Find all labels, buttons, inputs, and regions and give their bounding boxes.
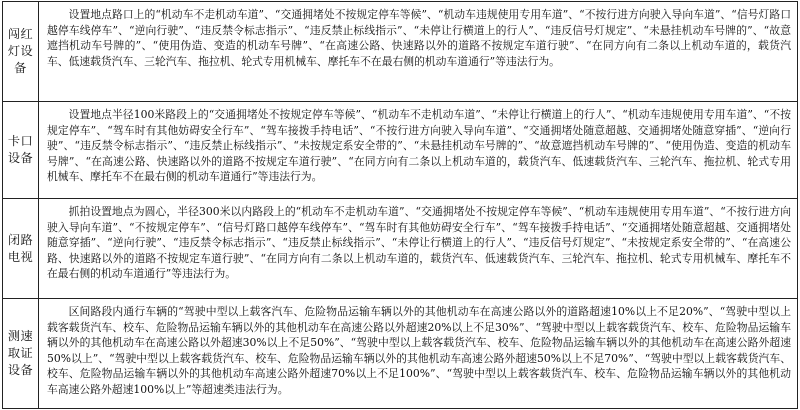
row-category: 卡口设备 xyxy=(3,102,39,198)
table-row-red-light-equipment xyxy=(3,2,797,102)
row-category: 测速取证设备 xyxy=(3,299,39,408)
table-row-cctv xyxy=(3,199,797,299)
table-row-checkpoint-equipment xyxy=(3,102,797,199)
row-description: 抓拍设置地点为圆心，半径300米以内路段上的“机动车不走机动车道”、“交通拥堵处不按规定停车等候”、“机动车违规使用专用车道”、“不按行进方向驶入导向车道”、“不按规定停车”、“信号灯路口越停车线停车”、“驾车时有其他妨碍安全行车”、“驾车接拨手持电话”、“交通拥堵处随意超越、交通拥堵处随意穿插”、“逆向行驶”、“违反禁令标志指示”、“违反禁止标线指示”、“未停让行横道上的行人”、“违反信号灯规定”、“未按规定系安全带的”、“在高速公路、快速路以外的道路不按规定车道行驶”、“在同方向有二条以上机动车道的，载货汽车、低速载货汽车、三轮汽车、拖拉机、轮式专用机械车、摩托车不在最右侧的机动车道通行”等违法行为。 xyxy=(47,205,791,280)
row-category: 闯红灯设备 xyxy=(3,2,39,101)
row-description: 区间路段内通行车辆的“驾驶中型以上载客汽车、危险物品运输车辆以外的其他机动车在高速公路以外的道路超速10%以上不足20%”、“驾驶中型以上载客载货汽车、校车、危险物品运输车辆以外的其他机动车在高速公路以外超速20%以上不足30%”、“驾驶中型以上载客载货汽车、校车、危险物品运输车辆以外的其他机动车在高速公路以外超速30%以上不足50%”、“驾驶中型以上载客载货汽车、校车、危险物品运输车辆以外的其他机动车在高速公路外超速50%以上”、“驾驶中型以上载客载货汽车、校车、危险物品运输车辆以外的其他机动车高速公路外超速50%以上不足70%”、“驾驶中型以上载客载货汽车、校车、危险物品运输车辆以外的其他机动车高速公路外超速70%以上不足100%”、“驾驶中型以上载客载货汽车、校车、危险物品运输车辆以外的其他机动车高速公路外超速100%以上”等超速类违法行为。 xyxy=(47,305,791,396)
row-category: 闭路电视 xyxy=(3,199,39,298)
row-description: 设置地点路口上的“机动车不走机动车道”、“交通拥堵处不按规定停车等候”、“机动车违规使用专用车道”、“不按行进方向驶入导向车道”、“信号灯路口越停车线停车”、“逆向行驶”、“违反禁令标志指示”、“违反禁止标线指示”、“未停让行横道上的行人”、“违反信号灯规定”、“未悬挂机动车号牌的”、“故意遮挡机动车号牌的”、“使用伪造、变造的机动车号牌”、“在高速公路、快速路以外的道路不按规定车道行驶”、“在同方向有二条以上机动车道的，载货汽车、低速载货汽车、三轮汽车、拖拉机、轮式专用机械车、摩托车不在最右侧的机动车道通行”等违法行为。 xyxy=(47,8,791,68)
row-description: 设置地点半径100米路段上的“交通拥堵处不按规定停车等候”、“机动车不走机动车道”、“未停让行横道上的行人”、“机动车违规使用专用车道”、“不按规定停车”、“驾车时有其他妨碍安全行车”、“驾车接拨手持电话”、“不按行进方向驶入导向车道”、“交通拥堵处随意超越、交通拥堵处随意穿插”、“逆向行驶”、“违反禁令标志指示”、“违反禁止标线指示”、“未按规定系安全带的”、“未悬挂机动车号牌的”、“故意遮挡机动车号牌的”、“使用伪造、变造的机动车号牌”、“在高速公路、快速路以外的道路不按规定车道行驶”、“在同方向有二条以上机动车道的，载货汽车、低速载货汽车、三轮汽车、拖拉机、轮式专用机械车、摩托车不在最右侧的机动车道通行”等违法行为。 xyxy=(47,108,791,183)
table-row-speed-enforcement-equipment xyxy=(3,299,797,408)
enforcement-equipment-table xyxy=(2,1,798,409)
